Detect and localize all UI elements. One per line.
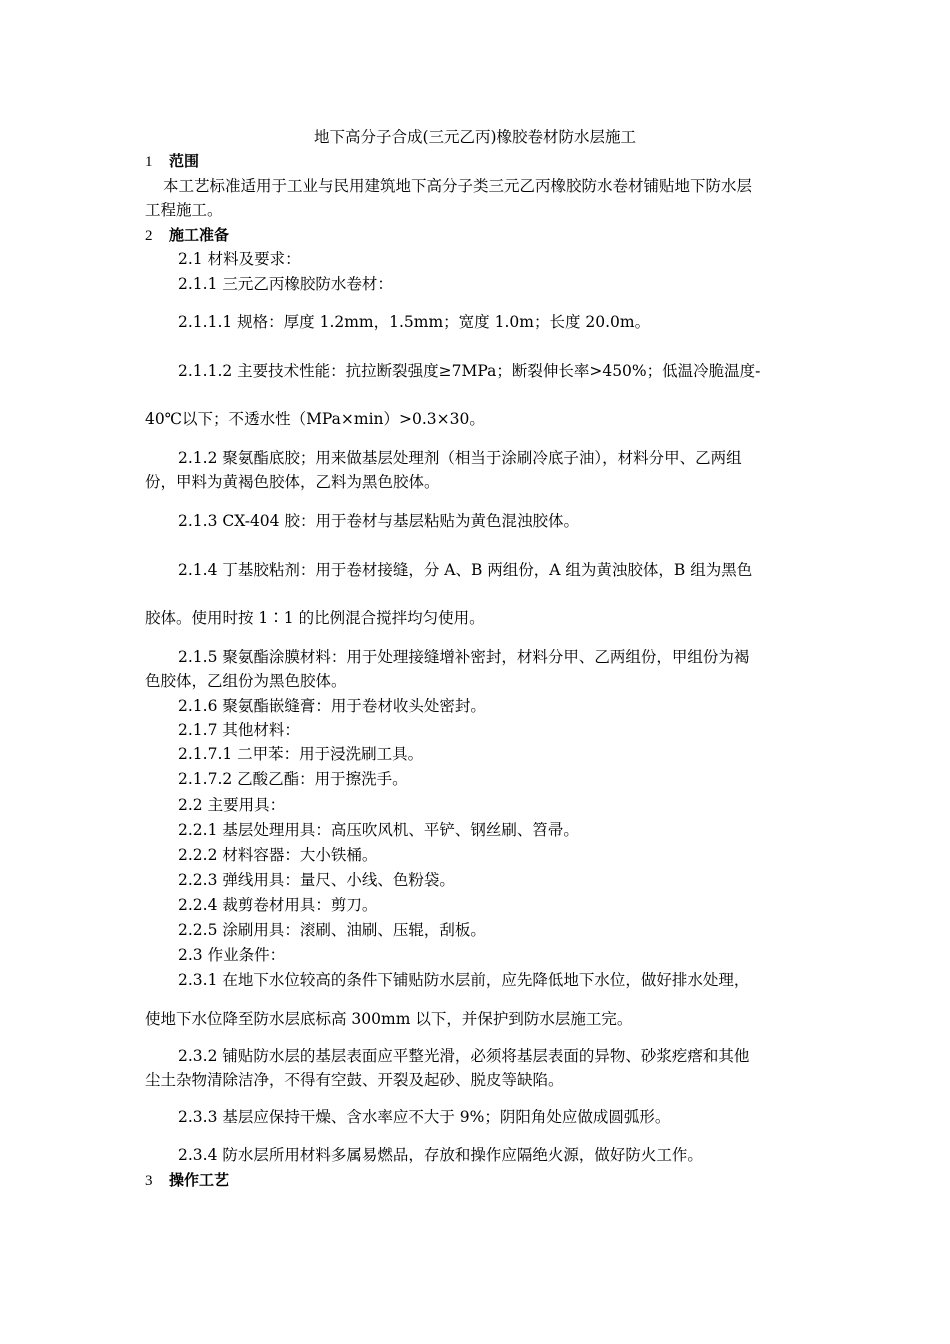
section-number: 3 — [145, 1173, 153, 1189]
clause-2-1-1-2: 2.1.1.2 主要技术性能：抗拉断裂强度≥7MPa；断裂伸长率>450%；低温冷脆温度- — [178, 362, 761, 380]
clause-2-3-1-cont: 使地下水位降至防水层底标高 300mm 以下，并保护到防水层施工完。 — [145, 1010, 633, 1028]
clause-2-1-6: 2.1.6 聚氨酯嵌缝膏：用于卷材收头处密封。 — [178, 697, 486, 715]
clause-2-2-3: 2.2.3 弹线用具：量尺、小线、色粉袋。 — [178, 871, 455, 889]
paragraph-line: 本工艺标准适用于工业与民用建筑地下高分子类三元乙丙橡胶防水卷材铺贴地下防水层 — [163, 177, 753, 195]
clause-2-1-7-2: 2.1.7.2 乙酸乙酯：用于擦洗手。 — [178, 770, 408, 788]
clause-2-3-3: 2.3.3 基层应保持干燥、含水率应不大于 9%；阴阳角处应做成圆弧形。 — [178, 1108, 671, 1126]
section-heading-1 — [145, 151, 199, 172]
clause-2-1-4: 2.1.4 丁基胶粘剂：用于卷材接缝，分 A、B 两组份，A 组为黄浊胶体，B 组为黑色 — [178, 561, 753, 579]
clause-2-3-2-cont: 尘土杂物清除洁净，不得有空鼓、开裂及起砂、脱皮等缺陷。 — [145, 1071, 564, 1089]
section-label: 施工准备 — [169, 226, 230, 244]
section-heading-3 — [145, 1170, 229, 1191]
clause-2-2-1: 2.2.1 基层处理用具：高压吹风机、平铲、钢丝刷、笤帚。 — [178, 821, 579, 839]
clause-2-3-2: 2.3.2 铺贴防水层的基层表面应平整光滑，必须将基层表面的异物、砂浆疙瘩和其他 — [178, 1047, 750, 1065]
clause-2-1-5-cont: 色胶体，乙组份为黑色胶体。 — [145, 672, 347, 690]
clause-2-1-7: 2.1.7 其他材料： — [178, 721, 300, 739]
clause-2-1-1: 2.1.1 三元乙丙橡胶防水卷材： — [178, 275, 393, 293]
section-number: 1 — [145, 154, 153, 170]
clause-2-3-1: 2.3.1 在地下水位较高的条件下铺贴防水层前，应先降低地下水位，做好排水处理， — [178, 971, 750, 989]
paragraph-line: 工程施工。 — [145, 201, 223, 219]
clause-2-2-5: 2.2.5 涂刷用具：滚刷、油刷、压辊，刮板。 — [178, 921, 486, 939]
section-heading-2 — [145, 225, 229, 246]
clause-2-1-1-2-cont: 40℃以下；不透水性（MPa×min）>0.3×30。 — [145, 410, 485, 428]
clause-2-1-1-1: 2.1.1.1 规格：厚度 1.2mm，1.5mm；宽度 1.0m；长度 20.0m。 — [178, 313, 651, 331]
clause-2-2: 2.2 主要用具： — [178, 796, 286, 814]
doc-title: 地下高分子合成(三元乙丙)橡胶卷材防水层施工 — [313, 128, 637, 146]
clause-2-3: 2.3 作业条件： — [178, 946, 286, 964]
clause-2-2-4: 2.2.4 裁剪卷材用具：剪刀。 — [178, 896, 378, 914]
clause-2-1-3: 2.1.3 CX-404 胶：用于卷材与基层粘贴为黄色混浊胶体。 — [178, 512, 579, 530]
clause-2-1: 2.1 材料及要求： — [178, 250, 301, 268]
section-number: 2 — [145, 228, 153, 244]
clause-2-2-2: 2.2.2 材料容器：大小铁桶。 — [178, 846, 378, 864]
clause-2-1-7-1: 2.1.7.1 二甲苯：用于浸洗刷工具。 — [178, 745, 424, 763]
clause-2-3-4: 2.3.4 防水层所用材料多属易燃品，存放和操作应隔绝火源，做好防火工作。 — [178, 1146, 703, 1164]
section-label: 范围 — [169, 152, 200, 170]
clause-2-1-2-cont: 份，甲料为黄褐色胶体，乙料为黑色胶体。 — [145, 473, 440, 491]
clause-2-1-4-cont: 胶体。使用时按 1∶1 的比例混合搅拌均匀使用。 — [145, 609, 485, 627]
clause-2-1-2: 2.1.2 聚氨酯底胶；用来做基层处理剂（相当于涂刷冷底子油），材料分甲、乙两组 — [178, 449, 742, 467]
clause-2-1-5: 2.1.5 聚氨酯涂膜材料：用于处理接缝增补密封，材料分甲、乙两组份，甲组份为褐 — [178, 648, 750, 666]
section-label: 操作工艺 — [169, 1171, 230, 1189]
